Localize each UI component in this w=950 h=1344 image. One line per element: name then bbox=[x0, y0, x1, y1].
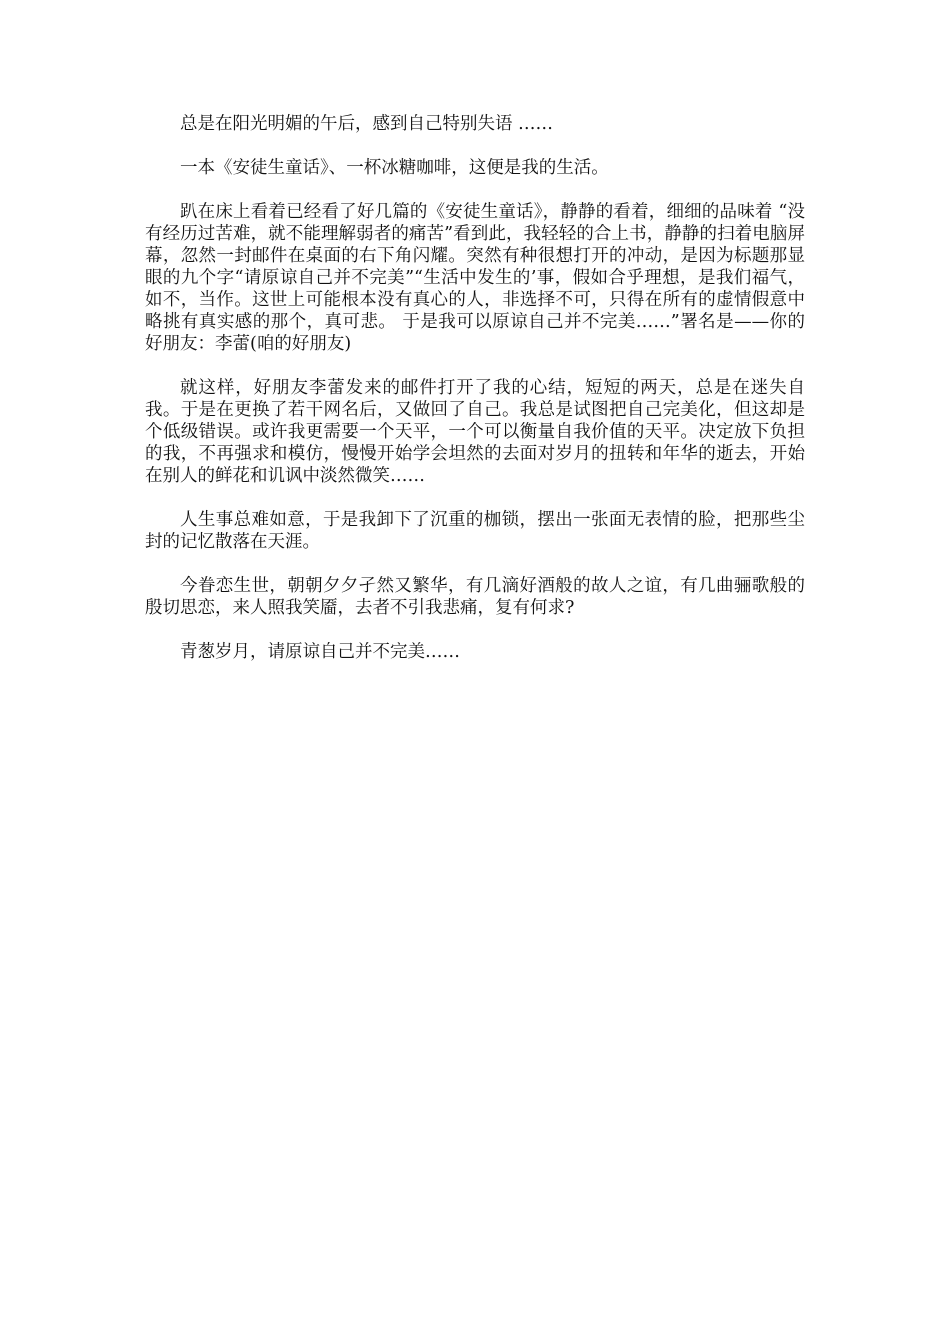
paragraph-1: 总是在阳光明媚的午后，感到自己特别失语 …… bbox=[180, 114, 554, 134]
paragraph-4: 就这样，好朋友李蕾发来的邮件打开了我的心结，短短的两天，总是在迷失自我。于是在更换了若干网名后，又做回了自己。我总是试图把自己完美化，但这却是个低级错误。或许我更需要一个天平，一个可以衡量自我价值的天平。决定放下负担的我，不再强求和模仿，慢慢开始学会坦然的去面对岁月的扭转和年华的逝去，开始在别人的鲜花和讥讽中淡然微笑…… bbox=[145, 378, 805, 486]
paragraph-6: 今眷恋生世，朝朝夕夕孑然又繁华，有几滴好酒般的故人之谊，有几曲骊歌般的殷切思恋，来人照我笑靥，去者不引我悲痛，复有何求? bbox=[145, 576, 805, 618]
paragraph-5: 人生事总难如意，于是我卸下了沉重的枷锁，摆出一张面无表情的脸，把那些尘封的记忆散落在天涯。 bbox=[145, 510, 805, 552]
paragraph-2: 一本《安徒生童话》、一杯冰糖咖啡，这便是我的生活。 bbox=[180, 158, 609, 178]
paragraph-7: 青葱岁月，请原谅自己并不完美…… bbox=[180, 642, 460, 662]
paragraph-3: 趴在床上看着已经看了好几篇的《安徒生童话》，静静的看着，细细的品味着 “没有经历过苦难，就不能理解弱者的痛苦”看到此，我轻轻的合上书，静静的扫着电脑屏幕，忽然一封邮件在桌面的右下角闪耀。突然有种很想打开的冲动，是因为标题那显眼的九个字“请原谅自己并不完美”“生活中发生的’事，假如合乎理想，是我们福气，如不，当作。这世上可能根本没有真心的人，非选择不可，只得在所有的虚情假意中略挑有真实感的那个，真可悲。 于是我可以原谅自己并不完美……”署名是——你的好朋友：李蕾(咱的好朋友) bbox=[145, 202, 805, 354]
document-page bbox=[145, 113, 805, 685]
